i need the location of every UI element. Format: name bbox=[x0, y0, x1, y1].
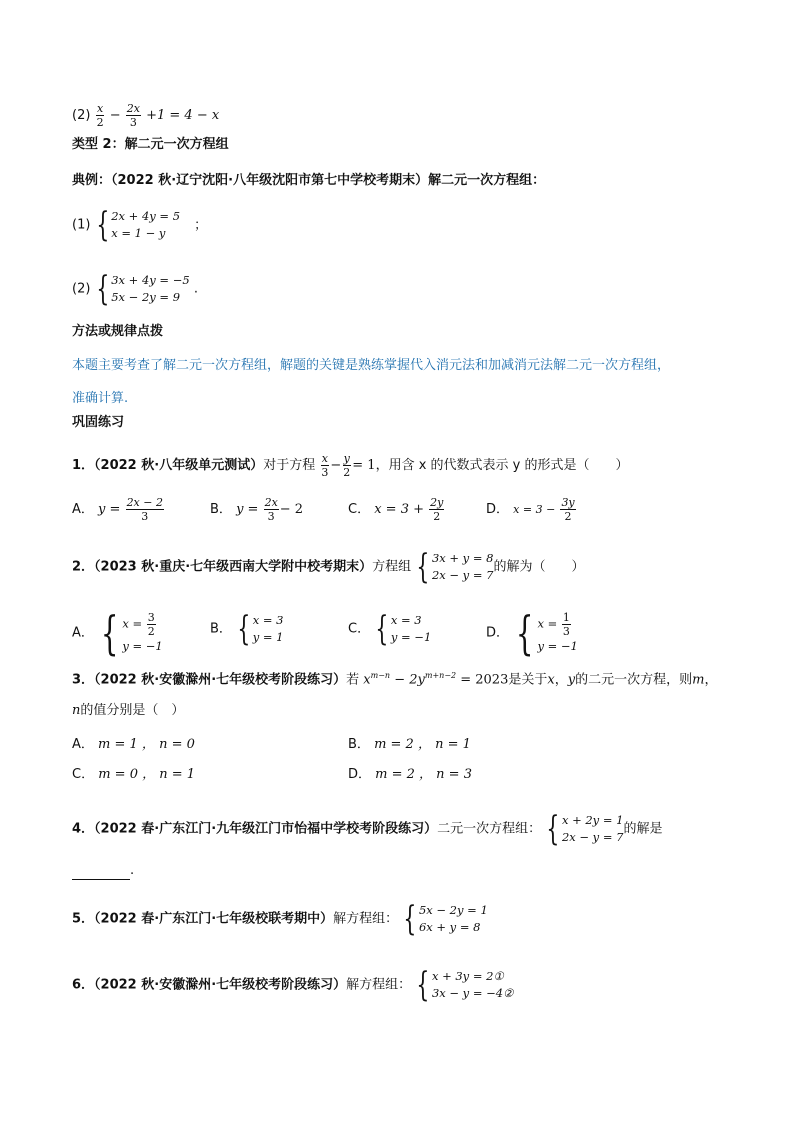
question-6: 6．（2022 秋·安徽滁州·七年级校考阶段练习）解方程组： { x + 3y = 2① 3x − y = −4② bbox=[72, 965, 514, 1005]
q1-option-d: D． x = 3 − $\frac{3y}{2}$ bbox=[486, 496, 575, 523]
equation-system: { x + 3y = 2① 3x − y = −4② bbox=[416, 965, 514, 1005]
example-part1: (1) { 2x + 4y = 5 x = 1 − y ； bbox=[72, 205, 208, 245]
q3-option-a: A． m = 1 ， n = 0 bbox=[72, 737, 195, 752]
example-line: 典例：（2022 秋·辽宁沈阳·八年级沈阳市第七中学校考期末）解二元一次方程组： bbox=[72, 173, 546, 188]
q1-option-c: C． x = 3 + $\frac{2y}{2}$ bbox=[348, 496, 444, 523]
type2-heading: 类型 2：解二元一次方程组 bbox=[72, 137, 229, 152]
equation-system: { x + 2y = 1 2x − y = 7 bbox=[546, 809, 624, 849]
q1-option-a: A． y = $\frac{2x - 2}{3}$ bbox=[72, 496, 163, 523]
question-4: 4．（2022 春·广东江门·九年级江门市怡福中学校考阶段练习）二元一次方程组： { x + 2y = 1 2x − y = 7 的解是 bbox=[72, 809, 663, 849]
question-3: 3．（2022 秋·安徽滁州·七年级校考阶段练习）若 $x^{m-n} - 2y^{m+n-2} = 2023$是关于x，y的二元一次方程，则m， bbox=[72, 671, 718, 688]
question-3-line2: n的值分别是（ ） bbox=[72, 703, 185, 718]
practice-heading: 巩固练习 bbox=[72, 415, 125, 430]
q3-option-b: B． m = 2 ， n = 1 bbox=[348, 737, 471, 752]
q4-answer-blank[interactable]: . bbox=[72, 862, 134, 880]
q3-option-c: C． m = 0 ， n = 1 bbox=[72, 767, 196, 782]
q3-option-d: D． m = 2 ， n = 3 bbox=[348, 767, 472, 782]
q2-option-b: B． { x = 3 y = 1 bbox=[210, 609, 284, 649]
q2-option-c: C． { x = 3 y = −1 bbox=[348, 609, 432, 649]
equation-system: { 2x + 4y = 5 x = 1 − y bbox=[95, 205, 181, 245]
method-text-line1: 本题主要考查了解二元一次方程组，解题的关键是熟练掌握代入消元法和加减消元法解二元一次方程组， bbox=[72, 358, 671, 373]
q1-option-b: B． y = $\frac{2x}{3}$ − 2 bbox=[210, 496, 304, 523]
equation-system: { 5x − 2y = 1 6x + y = 8 bbox=[403, 899, 488, 939]
question-1: 1．（2022 秋·八年级单元测试）对于方程 $\frac{x}{3}$ − $\frac{y}{2}$ = 1，用含 x 的代数式表示 y 的形式是（ ） bbox=[72, 452, 629, 479]
q2-option-a: A． { x = $\frac{3}{2}$ y = −1 bbox=[72, 606, 163, 660]
method-text-line2: 准确计算. bbox=[72, 391, 129, 406]
prev-equation: (2) $\frac{x}{2}$ − $\frac{2x}{3}$ +1 = 4 − x bbox=[72, 102, 220, 129]
example-part2: (2) { 3x + 4y = −5 5x − 2y = 9 . bbox=[72, 269, 198, 309]
method-heading: 方法或规律点拨 bbox=[72, 324, 164, 339]
question-2: 2．（2023 秋·重庆·七年级西南大学附中校考期末）方程组 { 3x + y = 8 2x − y = 7 的解为（ ） bbox=[72, 547, 585, 587]
fraction: $\frac{x}{2}$ bbox=[96, 102, 104, 129]
equation-system: { 3x + y = 8 2x − y = 7 bbox=[416, 547, 494, 587]
equation-system: { 3x + 4y = −5 5x − 2y = 9 bbox=[95, 269, 190, 309]
answer-blank[interactable] bbox=[72, 865, 130, 880]
fraction: $\frac{2x}{3}$ bbox=[126, 102, 140, 129]
q2-option-d: D． { x = $\frac{1}{3}$ y = −1 bbox=[486, 606, 578, 660]
question-5: 5．（2022 春·广东江门·七年级校联考期中）解方程组： { 5x − 2y = 1 6x + y = 8 bbox=[72, 899, 488, 939]
